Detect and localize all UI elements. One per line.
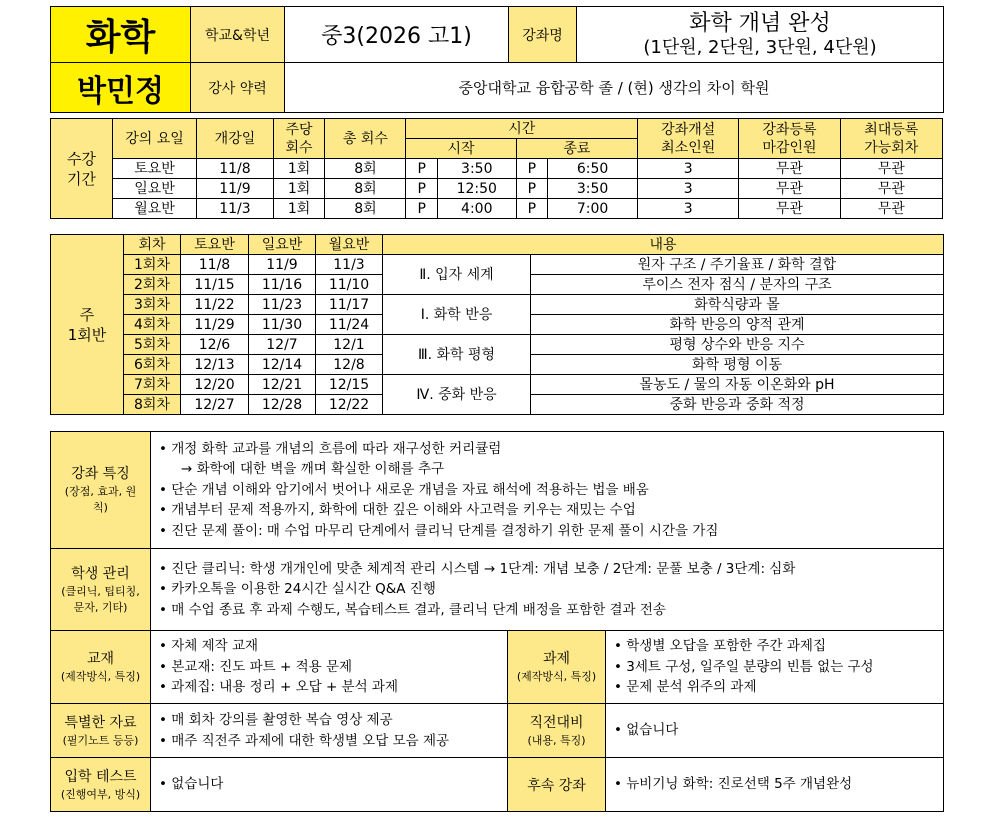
col-day: 강의 요일 [112,119,196,159]
feature-line: • 개정 화학 교과를 개념의 흐름에 따라 재구성한 커리큘럼 [159,440,502,457]
unit-cell: Ⅲ. 화학 평형 [383,335,531,375]
school-grade-value: 중3(2026 고1) [285,7,509,63]
start-date-cell: 11/9 [197,179,273,199]
schedule-row [51,199,943,219]
weekly-table [50,234,944,415]
textbook-sub: (제작방식, 특징) [60,670,141,683]
mon-date: 12/22 [316,395,383,415]
homework-content [606,631,944,704]
management-sub: (클리닉, 팁티칭, 문자, 기타) [61,584,140,614]
sun-date: 12/28 [249,395,316,415]
exam-prep-label-cell [508,704,606,758]
course-name-cell [577,7,944,63]
subject-cell [51,7,191,63]
management-label: 학생 관리 [71,565,130,582]
homework-line: • 학생별 오답을 포함한 주간 과제집 [614,638,826,655]
followup-label: 후속 강좌 [527,777,586,794]
week-row [51,255,944,275]
min-cell: 3 [638,179,739,199]
weekly-label: 주 1회반 [51,235,124,415]
min-cell: 3 [638,199,739,219]
sun-date: 12/21 [249,375,316,395]
deadline-cell: 무관 [739,199,840,219]
textbook-line: • 과제집: 내용 정리 + 오답 + 분석 과제 [159,679,398,696]
textbook-content [151,631,508,704]
col-mon: 월요반 [316,235,383,255]
col-max: 최대등록 가능회차 [840,119,942,159]
topic-cell: 원자 구조 / 주기율표 / 화학 결합 [531,255,944,275]
col-session: 회차 [124,235,181,255]
unit-cell: Ⅳ. 중화 반응 [383,375,531,415]
topic-cell: 중화 반응과 중화 적정 [531,395,944,415]
homework-label: 과제 [542,651,571,667]
sun-date: 12/14 [249,355,316,375]
col-total: 총 회수 [325,119,406,159]
course-title: 화학 개념 완성 [689,10,831,36]
materials-content [151,704,508,758]
start-ampm-cell: P [406,159,437,179]
sun-date: 11/16 [249,275,316,295]
textbook-label: 교재 [86,651,115,667]
mon-date: 11/10 [316,275,383,295]
week-row [51,375,944,395]
schedule-row [51,179,943,199]
topic-cell: 화학 평형 이동 [531,355,944,375]
mon-date: 11/17 [316,295,383,315]
course-units: (1단원, 2단원, 3단원, 4단원) [643,36,877,58]
unit-cell: Ⅱ. 입자 세계 [383,255,531,295]
col-sat: 토요반 [181,235,249,255]
start-date-cell: 11/3 [197,199,273,219]
homework-sub: (제작방식, 특징) [516,670,597,683]
day-cell: 일요반 [112,179,196,199]
deadline-cell: 무관 [739,179,840,199]
session-cell: 1회차 [124,255,181,275]
col-time: 시간 [406,119,638,139]
sat-date: 11/29 [181,315,249,335]
end-ampm-cell: P [516,199,547,219]
materials-line: • 매 회차 강의를 촬영한 복습 영상 제공 [159,712,393,728]
exam-prep-sub: (내용, 특징) [527,733,586,747]
entrance-test-label: 입학 테스트 [64,768,137,785]
sun-date: 11/9 [249,255,316,275]
features-label-cell [51,432,151,549]
start-date-cell: 11/8 [197,159,273,179]
textbook-line: • 자체 제작 교재 [159,638,259,655]
textbook-line: • 본교재: 진도 파트 + 적용 문제 [159,658,353,675]
total-cell: 8회 [325,159,406,179]
col-time-end: 종료 [516,139,637,159]
sat-date: 12/13 [181,355,249,375]
entrance-test-content [151,758,508,812]
max-cell: 무관 [840,199,942,219]
total-cell: 8회 [325,179,406,199]
management-line: • 매 수업 종료 후 과제 수행도, 복습테스트 결과, 클리닉 단계 배정을 포함한 결과 전송 [159,601,666,618]
bio-value: 중앙대학교 융합공학 졸 / (현) 생각의 차이 학원 [285,63,944,113]
entrance-test-label-cell [51,758,151,812]
day-cell: 월요반 [112,199,196,219]
session-cell: 3회차 [124,295,181,315]
deadline-cell: 무관 [739,159,840,179]
col-sun: 일요반 [249,235,316,255]
sat-date: 11/8 [181,255,249,275]
feature-line: → 화학에 대한 벽을 깨며 확실한 이해를 추구 [181,461,445,478]
sun-date: 11/30 [249,315,316,335]
end-time-cell: 3:50 [548,179,638,199]
features-content [151,432,944,549]
day-cell: 토요반 [112,159,196,179]
teacher-cell [51,63,191,113]
col-weekly: 주당 회수 [273,119,325,159]
entrance-test-line: • 없습니다 [159,776,224,793]
sun-date: 11/23 [249,295,316,315]
col-deadline: 강좌등록 마감인원 [739,119,840,159]
sat-date: 12/27 [181,395,249,415]
entrance-test-sub: (진행여부, 방식) [60,787,141,801]
week-row [51,295,944,315]
col-min: 강좌개설 최소인원 [638,119,739,159]
materials-sub: (필기노트 등등) [62,733,139,747]
bio-label: 강사 약력 [191,63,285,113]
session-cell: 2회차 [124,275,181,295]
schedule-row [51,159,943,179]
management-label-cell [51,549,151,631]
total-cell: 8회 [325,199,406,219]
topic-cell: 평형 상수와 반응 지수 [531,335,944,355]
homework-line: • 3세트 구성, 일주일 분량의 빈틈 없는 구성 [614,658,874,675]
feature-line: • 진단 문제 풀이: 매 수업 마무리 단계에서 클리닉 단계를 결정하기 위한 문제 풀이 시간을 가짐 [159,522,719,539]
unit-cell: Ⅰ. 화학 반응 [383,295,531,335]
col-content: 내용 [383,235,944,255]
followup-label-cell [508,758,606,812]
mon-date: 11/24 [316,315,383,335]
end-time-cell: 6:50 [548,159,638,179]
course-name-label: 강좌명 [509,7,577,63]
exam-prep-content [606,704,944,758]
textbook-label-cell [51,631,151,704]
management-line: • 진단 클리닉: 학생 개개인에 맞춘 체계적 관리 시스템 → 1단계: 개념 보충 / 2단계: 문풀 보충 / 3단계: 심화 [159,560,796,577]
subject: 화학 [85,17,156,58]
mon-date: 11/3 [316,255,383,275]
followup-line: • 뉴비기닝 화학: 진로선택 5주 개념완성 [614,776,853,793]
weekly-cell: 1회 [273,179,325,199]
session-cell: 7회차 [124,375,181,395]
session-cell: 8회차 [124,395,181,415]
start-time-cell: 4:00 [437,199,516,219]
col-time-start: 시작 [406,139,516,159]
end-ampm-cell: P [516,159,547,179]
topic-cell: 화학 반응의 양적 관계 [531,315,944,335]
max-cell: 무관 [840,159,942,179]
school-grade-label: 학교&학년 [191,7,285,63]
header-table [50,6,944,113]
sat-date: 12/20 [181,375,249,395]
exam-prep-label: 직전대비 [529,714,584,731]
sat-date: 12/6 [181,335,249,355]
session-cell: 5회차 [124,335,181,355]
teacher-name: 박민정 [77,73,164,109]
features-sub: (장점, 효과, 원칙) [64,485,137,514]
sun-date: 12/7 [249,335,316,355]
start-time-cell: 3:50 [437,159,516,179]
weekly-cell: 1회 [273,199,325,219]
topic-cell: 루이스 전자 점식 / 분자의 구조 [531,275,944,295]
followup-content [606,758,944,812]
materials-line: • 매주 직전주 과제에 대한 학생별 오답 모음 제공 [159,732,450,749]
topic-cell: 몰농도 / 물의 자동 이온화와 pH [531,375,944,395]
materials-label-cell [51,704,151,758]
min-cell: 3 [638,159,739,179]
start-ampm-cell: P [406,179,437,199]
sat-date: 11/15 [181,275,249,295]
start-time-cell: 12:50 [437,179,516,199]
details-table [50,431,944,812]
max-cell: 무관 [840,179,942,199]
sat-date: 11/22 [181,295,249,315]
session-cell: 6회차 [124,355,181,375]
end-time-cell: 7:00 [548,199,638,219]
period-label: 수강 기간 [51,119,113,219]
mon-date: 12/1 [316,335,383,355]
exam-prep-line: • 없습니다 [614,722,679,739]
weekly-cell: 1회 [273,159,325,179]
materials-label: 특별한 자료 [64,714,137,731]
week-row [51,335,944,355]
homework-label-cell [508,631,606,704]
feature-line: • 단순 개념 이해와 암기에서 벗어나 새로운 개념을 자료 해석에 적용하는 법을 배움 [159,481,649,498]
feature-line: • 개념부터 문제 적용까지, 화학에 대한 깊은 이해와 사고력을 키우는 재밌는 수업 [159,502,636,519]
start-ampm-cell: P [406,199,437,219]
end-ampm-cell: P [516,179,547,199]
management-content [151,549,944,631]
management-line: • 카카오톡을 이용한 24시간 실시간 Q&A 진행 [159,581,436,598]
schedule-table [50,118,943,219]
homework-line: • 문제 분석 위주의 과제 [614,679,757,696]
col-start-date: 개강일 [197,119,273,159]
topic-cell: 화학식량과 몰 [531,295,944,315]
mon-date: 12/15 [316,375,383,395]
mon-date: 12/8 [316,355,383,375]
features-label: 강좌 특징 [71,466,130,482]
session-cell: 4회차 [124,315,181,335]
